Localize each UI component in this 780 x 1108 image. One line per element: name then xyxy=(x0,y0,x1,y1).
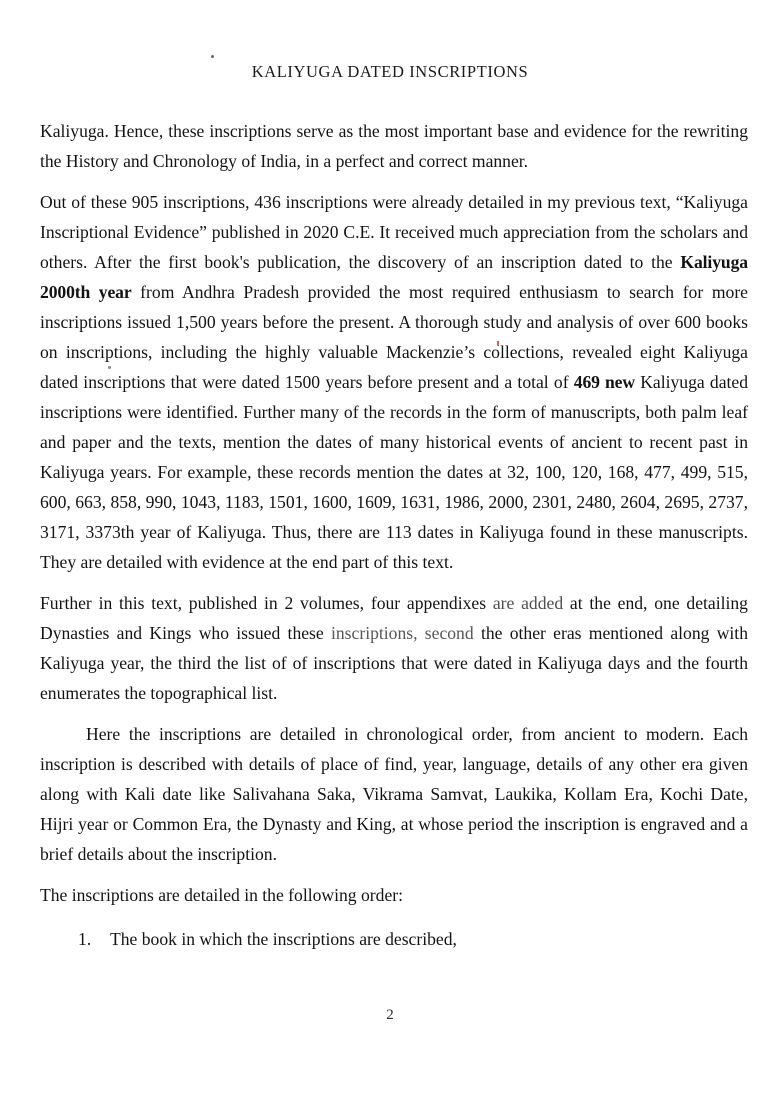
list-item-label: The book in which the inscriptions are described, xyxy=(110,929,457,949)
paragraph-inscription-counts xyxy=(40,187,748,577)
list-item-marker: 1. xyxy=(78,929,92,949)
paragraph-segment-faded: inscriptions, second xyxy=(331,623,474,643)
paragraph-segment-faded: are added xyxy=(492,593,564,613)
bold-kaliyuga-2000th-year: Kaliyuga 2000th year xyxy=(40,252,748,302)
bold-469-new: 469 new xyxy=(573,372,635,392)
paragraph-segment: Further in this text, published in 2 volumes, four appendixes xyxy=(40,593,493,613)
paragraph-continuation: Kaliyuga. Hence, these inscriptions serve as the most important base and evidence for the rewriting the History and Chronology of India, in a perfect and correct manner. xyxy=(40,121,748,171)
document-body xyxy=(40,116,748,954)
paragraph-appendixes xyxy=(40,588,748,708)
paragraph-segment: Out of these 905 inscriptions, 436 inscriptions were already detailed in my previous text, “Kaliyuga Inscriptional Evidence” published in 2020 C.E. It received much appreciation from the scholars and others. After the first book's publication, the discovery of an inscription dated to the xyxy=(40,192,748,272)
paragraph-chronological-order: Here the inscriptions are detailed in chronological order, from ancient to modern. Each inscription is described with details of place of find, year, language, details of any other era given along with Kali date like Salivahana Saka, Vikrama Samvat, Laukika, Kollam Era, Kochi Date, Hijri year or Common Era, the Dynasty and King, at whose period the inscription is engraved and a brief details about the inscription. xyxy=(40,724,748,864)
page-number: 2 xyxy=(386,1007,394,1023)
paragraph-segment: from Andhra Pradesh provided the most required enthusiasm to search for more inscriptions issued 1,500 years before the present. A thorough study and analysis of over 600 books on inscriptions, including the highly valuable Mackenzie’s collections, revealed eight Kaliyuga dated inscriptions that were dated 1500 years before present and a total of xyxy=(40,282,748,392)
paragraph-segment: the other eras mentioned along with Kaliyuga year, the third the list of of inscriptions that were dated in Kaliyuga days and the fourth enumerates the topographical list. xyxy=(40,623,748,703)
paragraph-order-intro: The inscriptions are detailed in the following order: xyxy=(40,885,404,905)
paragraph-segment: at the end, one detailing Dynasties and Kings who issued these xyxy=(40,593,748,643)
inscription-order-list xyxy=(40,924,748,954)
scan-speck-artifact xyxy=(211,55,214,58)
list-item xyxy=(40,924,748,954)
page-running-head: KALIYUGA DATED INSCRIPTIONS xyxy=(251,62,529,81)
paragraph-segment: Kaliyuga dated inscriptions were identified. Further many of the records in the form of manuscripts, both palm leaf and paper and the texts, mention the dates of many historical events of ancient to recent past in Kaliyuga years. For example, these records mention the dates at 32, 100, 120, 168, 477, 499, 515, 600, 663, 858, 990, 1043, 1183, 1501, 1600, 1609, 1631, 1986, 2000, 2301, 2480, 2604, 2695, 2737, 3171, 3373th year of Kaliyuga. Thus, there are 113 dates in Kaliyuga found in these manuscripts. They are detailed with evidence at the end part of this text. xyxy=(40,372,748,572)
